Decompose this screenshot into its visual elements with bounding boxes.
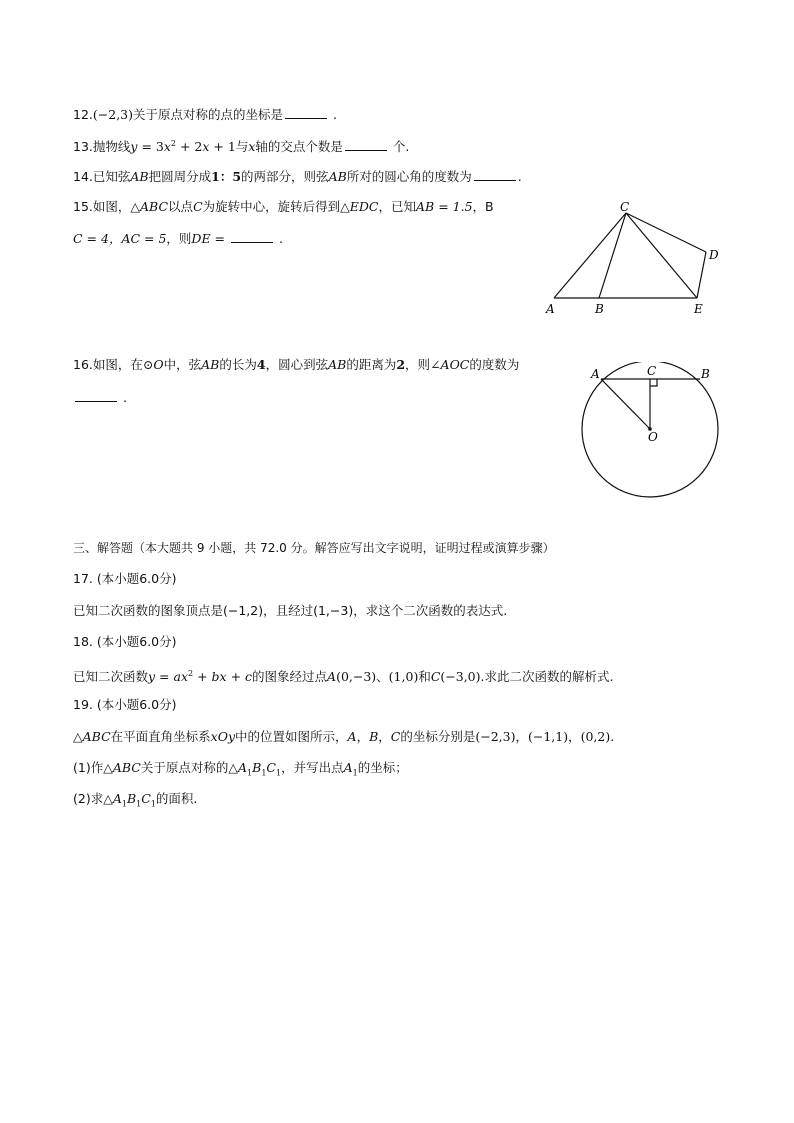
segment-ao [601, 379, 650, 429]
question-19-part2: (2)求$\triangle A_1B_1C_1$的面积. [73, 791, 198, 809]
question-13: 13.抛物线$y = 3x^2 + 2x + 1$与x轴的交点个数是 个. [73, 139, 410, 155]
parabola-formula: y [130, 139, 138, 155]
question-18-body: 已知二次函数$y = ax^2$ + bx + c的图象经过点A(0,−3)、(1,0)和C(−3,0).求此二次函数的解析式. [73, 669, 614, 685]
segment-bc [599, 213, 626, 298]
segment-cd [626, 213, 706, 252]
rotation-triangle-figure [540, 196, 730, 318]
segment-ce [626, 213, 697, 298]
question-19-body: △ABC在平面直角坐标系xOy中的位置如图所示，A，B，C的坐标分别是(−2,3)，(−1,1)，(0,2). [73, 729, 615, 744]
answer-blank [231, 230, 273, 243]
label-a: A [546, 302, 555, 316]
question-18-header: 18. (本小题6.0分) [73, 634, 177, 649]
question-15-line2: C = 4，AC = 5，则DE = . [73, 231, 283, 246]
answer-blank [75, 389, 117, 402]
question-12: 12.(−2,3)关于原点对称的点的坐标是 . [73, 107, 337, 122]
question-17-header: 17. (本小题6.0分) [73, 571, 177, 586]
label-a: A [591, 367, 600, 381]
segment-de [697, 252, 706, 298]
question-15: 15.如图，△ABC以点C为旋转中心，旋转后得到△EDC，已知AB = 1.5，B [73, 199, 494, 214]
label-d: D [709, 248, 719, 262]
right-angle-mark [650, 379, 657, 386]
question-19-part1: (1)作△ABC关于原点对称的$\triangle A_1B_1C_1$，并写出点$A_1$的坐标； [73, 760, 408, 778]
question-16: 16.如图，在⊙O中，弦AB的长为4，圆心到弦AB的距离为2，则∠AOC的度数为 [73, 357, 520, 372]
question-16-line2: . [73, 389, 127, 406]
label-b: B [701, 367, 710, 381]
segment-ac [554, 213, 626, 298]
label-o: O [648, 430, 658, 444]
question-19-header: 19. (本小题6.0分) [73, 697, 177, 712]
label-c: C [620, 200, 630, 214]
answer-blank [285, 106, 327, 119]
answer-blank [345, 138, 387, 151]
circle-chord-figure [578, 362, 726, 502]
answer-blank [474, 168, 516, 181]
label-c: C [647, 364, 657, 378]
question-14: 14.已知弦AB把圆周分成1：5的两部分，则弦AB所对的圆心角的度数为 . [73, 169, 522, 184]
label-e: E [694, 302, 703, 316]
label-b: B [595, 302, 604, 316]
question-17-body: 已知二次函数的图象顶点是(−1,2)，且经过(1,−3)，求这个二次函数的表达式. [73, 603, 508, 618]
section-title: 三、解答题（本大题共 9 小题，共 72.0 分。解答应写出文字说明，证明过程或演算步骤） [73, 541, 555, 555]
